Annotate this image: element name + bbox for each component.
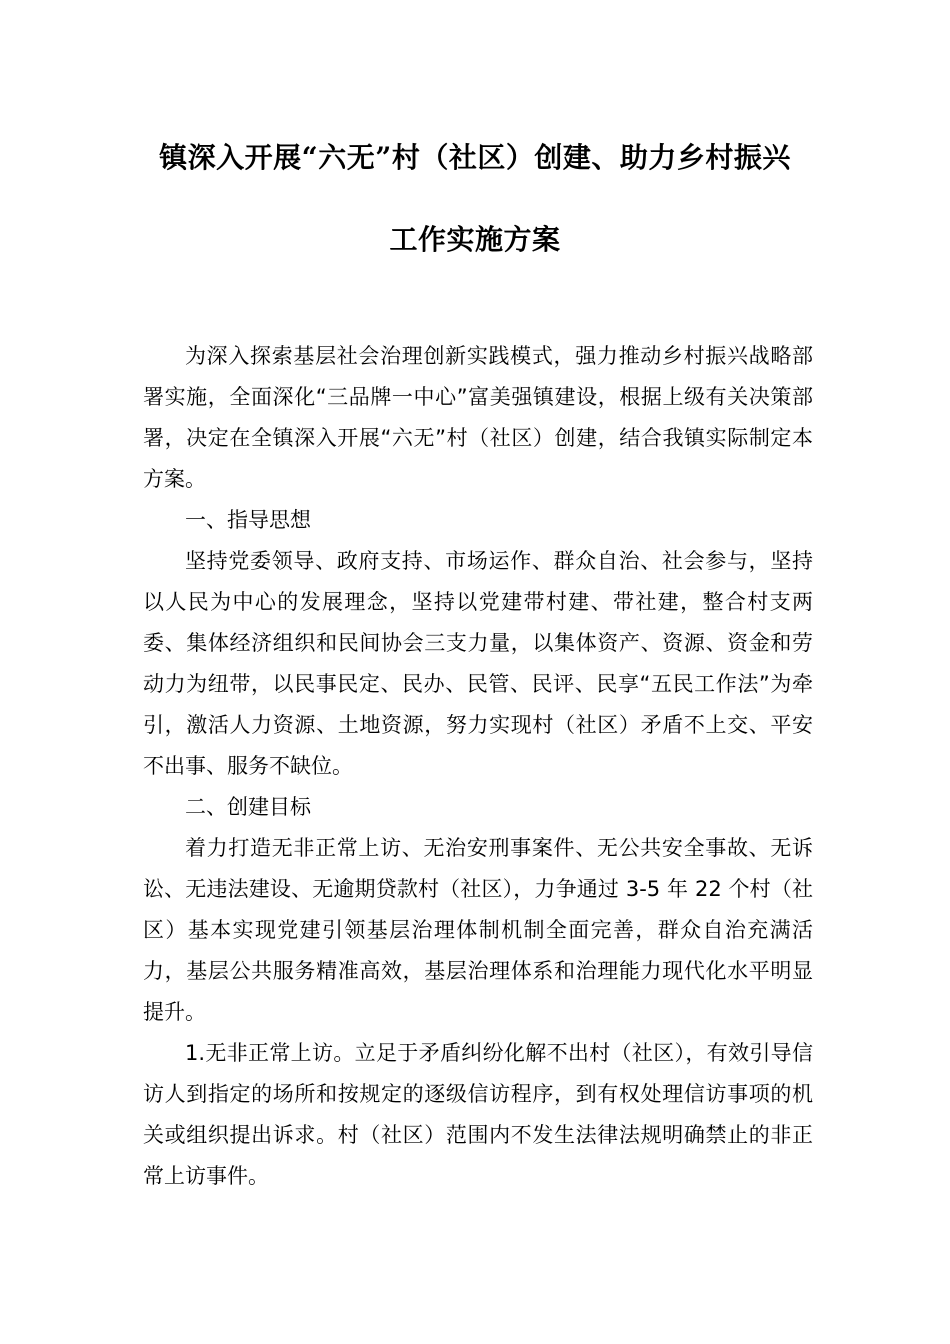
document-title-line-1: 镇深入开展“六无”村（社区）创建、助力乡村振兴	[159, 141, 791, 174]
goal-item-no-abnormal-petition: 1.无非正常上访。立足于矛盾纠纷化解不出村（社区），有效引导信访人到指定的场所和按规定的逐级信访程序，到有权处理信访事项的机关或组织提出诉求。村（社区）范围内不发生法律法规明确禁止的非正常上访事件。	[143, 1041, 813, 1188]
document-body	[143, 336, 813, 1197]
intro-paragraph: 为深入探索基层社会治理创新实践模式，强力推动乡村振兴战略部署实施，全面深化“三品牌一中心”富美强镇建设，根据上级有关决策部署，决定在全镇深入开展“六无”村（社区）创建，结合我镇实际制定本方案。	[143, 344, 813, 491]
section-paragraph-goals: 着力打造无非正常上访、无治安刑事案件、无公共安全事故、无诉讼、无违法建设、无逾期贷款村（社区），力争通过 3-5 年 22 个村（社区）基本实现党建引领基层治理体制机制全面完善，群众自治充满活力，基层公共服务精准高效，基层治理体系和治理能力现代化水平明显提升。	[143, 836, 813, 1024]
section-paragraph-guiding-thought: 坚持党委领导、政府支持、市场运作、群众自治、社会参与，坚持以人民为中心的发展理念，坚持以党建带村建、带社建，整合村支两委、集体经济组织和民间协会三支力量，以集体资产、资源、资金和劳动力为纽带，以民事民定、民办、民管、民评、民享“五民工作法”为牵引，激活人力资源、土地资源，努力实现村（社区）矛盾不上交、平安不出事、服务不缺位。	[143, 549, 813, 778]
document-title-line-2: 工作实施方案	[389, 223, 561, 256]
section-heading-guiding-thought: 一、指导思想	[185, 508, 311, 532]
section-heading-goals: 二、创建目标	[185, 795, 311, 819]
